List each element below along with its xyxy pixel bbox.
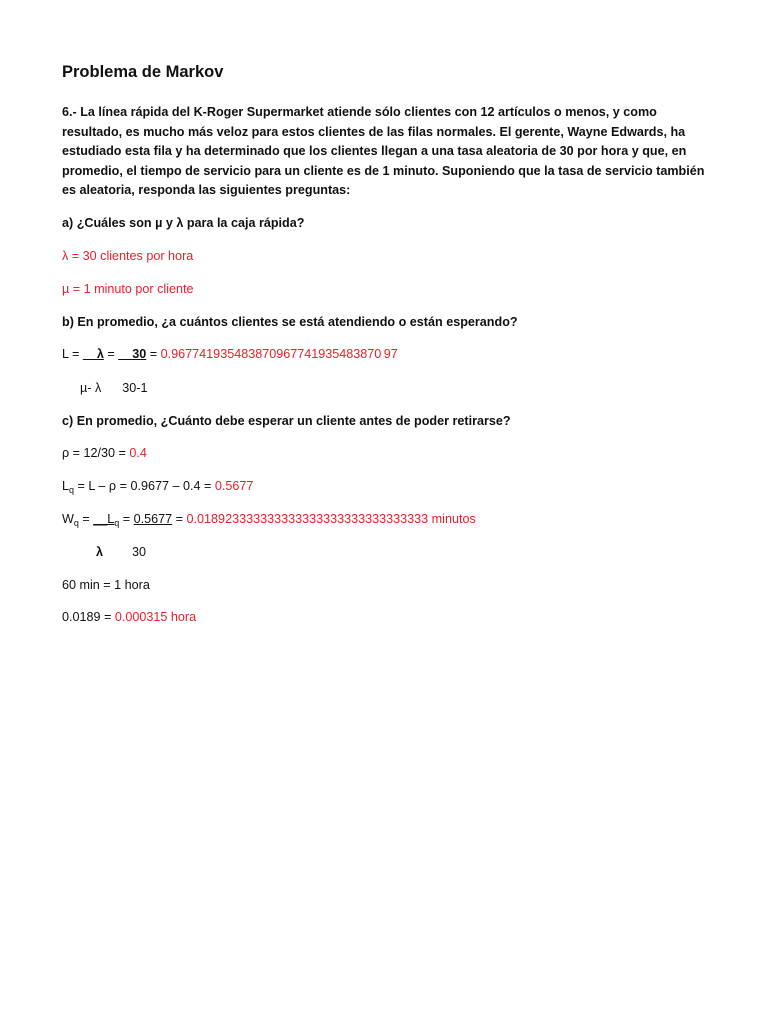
equation-L-denominator	[80, 381, 147, 395]
lq-value: 0.5677	[214, 479, 254, 493]
wq-numerator-value: 0.5677	[133, 512, 173, 526]
eq-mid: =	[103, 347, 119, 361]
eq-numerator-30: __30	[118, 347, 147, 361]
question-a: a) ¿Cuáles son µ y λ para la caja rápida?	[62, 216, 305, 230]
den-30-1: 30-1	[122, 381, 148, 395]
den-lambda: λ	[96, 545, 104, 559]
eq-numerator-lambda: __λ	[82, 347, 104, 361]
problem-statement: 6.- La línea rápida del K-Roger Supermarket atiende sólo clientes con 12 artículos o menos, y como resultado, es mucho más veloz para estos clientes de las filas normales. El gerente, Wayne Edwards, ha estudiado esta fila y ha determinado que los clientes llegan a una tasa aleatoria de 30 por hora y que, en promedio, el tiempo de servicio para un cliente es de 1 minuto. Suponiendo que la tasa de servicio también es aleatoria, responda las siguientes preguntas:	[62, 105, 705, 197]
conversion-line: 60 min = 1 hora	[62, 578, 150, 592]
equation-Wq	[62, 512, 476, 528]
rho-equation: ρ = 12/30 =	[62, 446, 130, 460]
question-c: c) En promedio, ¿Cuánto debe esperar un cliente antes de poder retirarse?	[62, 414, 511, 428]
answer-lambda: λ = 30 clientes por hora	[62, 249, 194, 263]
lq-L: L	[62, 479, 70, 493]
wq-subscript: q	[73, 518, 79, 528]
equation-rho	[62, 446, 147, 460]
lq-subscript: q	[69, 485, 75, 495]
wq-num-subscript: q	[114, 518, 120, 528]
lq-equation: = L – ρ = 0.9677 – 0.4 =	[74, 479, 215, 493]
hours-prefix: 0.0189 =	[62, 610, 115, 624]
wq-eq1: =	[78, 512, 94, 526]
wq-numerator-L	[93, 512, 119, 526]
hours-value: 0.000315 hora	[114, 610, 197, 624]
wq-eq2: =	[119, 512, 134, 526]
eq-equals: =	[146, 347, 161, 361]
wq-num-L: __L	[93, 512, 115, 526]
equation-Lq	[62, 479, 253, 495]
equation-L	[62, 347, 398, 361]
den-mu-lambda: µ- λ	[80, 381, 102, 395]
wq-W: W	[62, 512, 74, 526]
eq-prefix: L =	[62, 347, 83, 361]
answer-mu: µ = 1 minuto por cliente	[62, 282, 194, 296]
den-30: 30	[132, 545, 147, 559]
hours-line	[62, 610, 196, 624]
wq-eq3: =	[172, 512, 187, 526]
wq-value: 0.018923333333333333333333333333333 minutos	[186, 512, 476, 526]
rho-value: 0.4	[129, 446, 147, 460]
question-b: b) En promedio, ¿a cuántos clientes se está atendiendo o están esperando?	[62, 315, 518, 329]
page-title: Problema de Markov	[62, 63, 224, 81]
equation-Wq-denominator	[96, 545, 146, 559]
eq-L-result: 0.967741935483870967741935483870 97	[160, 347, 398, 361]
